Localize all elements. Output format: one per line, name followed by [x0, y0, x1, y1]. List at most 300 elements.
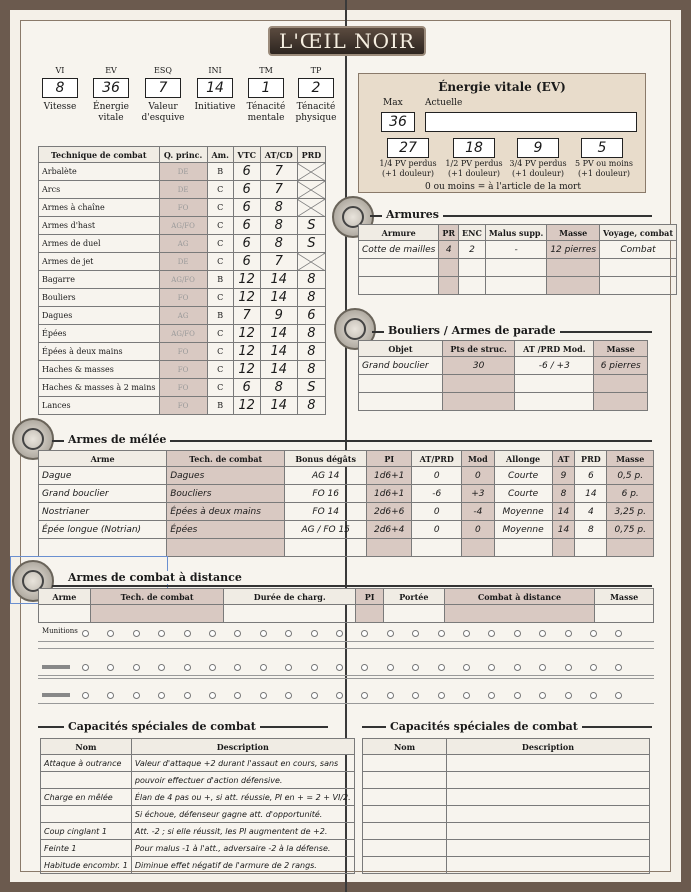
ammo-checkbox[interactable] — [463, 692, 470, 699]
technique-at[interactable]: 14 — [260, 343, 297, 361]
technique-prd-empty — [297, 163, 325, 181]
melee-table — [38, 450, 654, 557]
technique-prd[interactable]: S — [297, 379, 325, 397]
technique-vtc[interactable]: 6 — [233, 181, 260, 199]
table-row — [39, 235, 326, 253]
column-header: Tech. de combat — [167, 451, 285, 467]
technique-at[interactable]: 9 — [260, 307, 297, 325]
combat-technique-table — [38, 146, 326, 415]
ammo-row-line — [38, 675, 654, 676]
melee-cell[interactable]: Dagues — [167, 467, 285, 485]
ammo-row-line — [38, 703, 654, 704]
technique-factor: B — [207, 307, 233, 325]
stat-vi-value[interactable]: 8 — [42, 78, 78, 98]
table-row — [39, 181, 326, 199]
stat-esq: ESQ 7 Valeur d'esquive — [141, 66, 185, 123]
column-header: Portée — [384, 589, 445, 605]
ammo-checkbox[interactable] — [387, 630, 394, 637]
capacity-description[interactable] — [447, 823, 650, 840]
technique-attribute: FO — [159, 289, 207, 307]
column-header: Nom — [363, 739, 447, 755]
technique-name: Armes de duel — [39, 235, 160, 253]
capacity-name[interactable]: Coup cinglant 1 — [41, 823, 132, 840]
technique-vtc[interactable]: 12 — [233, 325, 260, 343]
capacity-name[interactable] — [363, 806, 447, 823]
stat-ini: INI 14 Initiative — [194, 66, 236, 112]
technique-vtc[interactable]: 6 — [233, 199, 260, 217]
ammo-checkbox[interactable] — [438, 664, 445, 671]
table-row — [363, 840, 650, 857]
armor-cell[interactable]: 2 — [459, 241, 486, 259]
melee-cell[interactable] — [167, 539, 285, 557]
melee-cell[interactable]: 6 p. — [607, 485, 654, 503]
technique-name: Dagues — [39, 307, 160, 325]
ammo-checkbox[interactable] — [387, 692, 394, 699]
stat-ev-value[interactable]: 36 — [93, 78, 129, 98]
capacity-name[interactable] — [363, 840, 447, 857]
table-row — [39, 271, 326, 289]
ev-threshold-2[interactable]: 18 — [453, 138, 495, 158]
stat-tm-value[interactable]: 1 — [248, 78, 284, 98]
technique-factor: C — [207, 325, 233, 343]
capacity-description[interactable]: Élan de 4 pas ou +, si att. réussie, PI en + = 2 + VI/2. — [131, 789, 354, 806]
ammo-checkbox[interactable] — [463, 630, 470, 637]
capacities-left-title: Capacités spéciales de combat — [64, 720, 260, 733]
technique-at[interactable]: 7 — [260, 163, 297, 181]
melee-cell[interactable]: 0 — [412, 503, 462, 521]
melee-cell[interactable] — [39, 539, 167, 557]
ammo-checkbox[interactable] — [590, 692, 597, 699]
column-header: Tech. de combat — [90, 589, 224, 605]
armor-cell[interactable] — [547, 277, 600, 295]
capacity-name[interactable] — [363, 857, 447, 874]
column-header: AT/CD — [260, 147, 297, 163]
table-row — [41, 806, 355, 823]
melee-cell[interactable]: 1d6+1 — [367, 485, 412, 503]
technique-at[interactable]: 14 — [260, 289, 297, 307]
melee-cell[interactable]: Épée longue (Notrian) — [39, 521, 167, 539]
melee-cell[interactable]: 3,25 p. — [607, 503, 654, 521]
column-header: Arme — [39, 589, 91, 605]
column-header: PI — [356, 589, 384, 605]
melee-cell[interactable]: 0,75 p. — [607, 521, 654, 539]
melee-cell[interactable]: Épées à deux mains — [167, 503, 285, 521]
technique-at[interactable]: 8 — [260, 217, 297, 235]
melee-cell[interactable]: +3 — [462, 485, 494, 503]
ev-threshold-3[interactable]: 9 — [517, 138, 559, 158]
ammo-checkbox[interactable] — [565, 664, 572, 671]
ev-max-field[interactable]: 36 — [381, 112, 415, 132]
capacity-description[interactable]: Valeur d'attaque +2 durant l'assaut en cours, sans — [131, 755, 354, 772]
melee-cell[interactable]: 0,5 p. — [607, 467, 654, 485]
technique-prd-empty — [297, 253, 325, 271]
shield-cell[interactable]: 6 pierres — [594, 357, 648, 375]
technique-prd[interactable]: 6 — [297, 307, 325, 325]
ammo-checkbox[interactable] — [590, 664, 597, 671]
ammo-type-marker — [42, 665, 70, 669]
melee-cell[interactable] — [285, 539, 367, 557]
column-header: Durée de charg. — [224, 589, 356, 605]
technique-at[interactable]: 14 — [260, 325, 297, 343]
technique-name: Armes à chaîne — [39, 199, 160, 217]
ammo-checkbox[interactable] — [133, 630, 140, 637]
ev-current-field[interactable] — [425, 112, 637, 132]
armor-table — [358, 224, 677, 295]
ammo-checkbox[interactable] — [590, 630, 597, 637]
technique-at[interactable]: 14 — [260, 271, 297, 289]
melee-cell[interactable]: 4 — [575, 503, 607, 521]
ev-threshold-1[interactable]: 27 — [387, 138, 429, 158]
technique-at[interactable]: 7 — [260, 253, 297, 271]
armor-cell[interactable]: Combat — [600, 241, 677, 259]
column-header: Arme — [39, 451, 167, 467]
column-header: AT /PRD Mod. — [515, 341, 594, 357]
ammo-row-separator — [38, 648, 654, 649]
capacity-description[interactable] — [447, 772, 650, 789]
melee-cell[interactable] — [494, 539, 552, 557]
technique-attribute: DE — [159, 253, 207, 271]
ammo-checkbox[interactable] — [260, 664, 267, 671]
melee-cell[interactable]: 0 — [462, 521, 494, 539]
shield-cell[interactable] — [594, 393, 648, 411]
melee-cell[interactable]: 8 — [575, 521, 607, 539]
ammo-checkbox[interactable] — [311, 664, 318, 671]
armor-cell[interactable]: 4 — [439, 241, 459, 259]
shield-cell[interactable] — [442, 393, 514, 411]
technique-attribute: FO — [159, 199, 207, 217]
table-row — [39, 521, 654, 539]
stat-ini-value[interactable]: 14 — [197, 78, 233, 98]
column-header: Masse — [607, 451, 654, 467]
shield-cell[interactable] — [359, 375, 443, 393]
column-header: Voyage, combat — [600, 225, 677, 241]
melee-title: Armes de mélée — [64, 433, 170, 446]
armor-cell[interactable] — [485, 277, 546, 295]
technique-at[interactable]: 8 — [260, 379, 297, 397]
melee-cell[interactable]: 9 — [552, 467, 575, 485]
capacity-name[interactable] — [363, 772, 447, 789]
stat-tm: TM 1 Ténacité mentale — [246, 66, 286, 123]
melee-cell[interactable]: Courte — [494, 467, 552, 485]
shield-cell[interactable]: 30 — [442, 357, 514, 375]
shield-cell[interactable] — [359, 393, 443, 411]
technique-name: Épées — [39, 325, 160, 343]
technique-name: Bagarre — [39, 271, 160, 289]
melee-cell[interactable]: Boucliers — [167, 485, 285, 503]
stat-tp-value[interactable]: 2 — [298, 78, 334, 98]
melee-cell[interactable]: 14 — [552, 503, 575, 521]
capacities-right-table — [362, 738, 650, 874]
ammo-checkbox[interactable] — [133, 664, 140, 671]
table-row — [39, 199, 326, 217]
melee-cell[interactable]: 1d6+1 — [367, 467, 412, 485]
column-header: PR — [439, 225, 459, 241]
melee-cell[interactable]: Courte — [494, 485, 552, 503]
technique-factor: C — [207, 361, 233, 379]
ammo-checkbox[interactable] — [184, 664, 191, 671]
technique-factor: C — [207, 343, 233, 361]
ammo-checkbox[interactable] — [387, 664, 394, 671]
technique-at[interactable]: 8 — [260, 235, 297, 253]
column-header: Masse — [594, 341, 648, 357]
capacity-description[interactable] — [447, 789, 650, 806]
melee-cell[interactable]: 14 — [552, 521, 575, 539]
melee-cell[interactable]: 0 — [412, 467, 462, 485]
ammo-checkbox[interactable] — [565, 630, 572, 637]
ammo-checkbox[interactable] — [463, 664, 470, 671]
melee-cell[interactable]: Dague — [39, 467, 167, 485]
ammo-checkbox[interactable] — [82, 630, 89, 637]
melee-cell[interactable]: -6 — [412, 485, 462, 503]
melee-cell[interactable]: 0 — [412, 521, 462, 539]
capacities-right-title: Capacités spéciales de combat — [386, 720, 582, 733]
table-row — [39, 485, 654, 503]
armor-cell[interactable] — [485, 259, 546, 277]
ammo-checkbox[interactable] — [311, 692, 318, 699]
ammo-checkbox[interactable] — [336, 692, 343, 699]
technique-prd[interactable]: S — [297, 217, 325, 235]
ammo-label: Munitions — [42, 627, 78, 635]
capacity-description[interactable]: Diminue effet négatif de l'armure de 2 rangs. — [131, 857, 354, 874]
armor-cell[interactable] — [459, 277, 486, 295]
technique-vtc[interactable]: 12 — [233, 361, 260, 379]
technique-prd[interactable]: 8 — [297, 325, 325, 343]
capacity-name[interactable]: Attaque à outrance — [41, 755, 132, 772]
melee-cell[interactable]: 2d6+4 — [367, 521, 412, 539]
technique-at[interactable]: 14 — [260, 361, 297, 379]
table-row — [41, 857, 355, 874]
capacity-description[interactable] — [447, 840, 650, 857]
technique-factor: B — [207, 397, 233, 415]
ev-panel: Énergie vitale (EV) Max Actuelle 36 27 18 9 5 1/4 PV perdus (+1 douleur) 1/2 PV perdus (+1 douleur) 3/4 PV perdus (+1 douleur) 5 PV ou moins (+1 douleur) 0 ou moins = à l'article de la mort — [358, 73, 646, 193]
technique-at[interactable]: 14 — [260, 397, 297, 415]
stat-vi: VI 8 Vitesse — [43, 66, 77, 112]
ammo-checkbox[interactable] — [82, 692, 89, 699]
melee-cell[interactable]: 8 — [552, 485, 575, 503]
capacity-name[interactable] — [41, 806, 132, 823]
table-row — [39, 397, 326, 415]
table-row — [39, 361, 326, 379]
technique-at[interactable]: 8 — [260, 199, 297, 217]
table-row — [363, 789, 650, 806]
technique-prd-empty — [297, 199, 325, 217]
melee-cell[interactable]: Nostrianer — [39, 503, 167, 521]
melee-cell[interactable]: FO 14 — [285, 503, 367, 521]
technique-factor: C — [207, 199, 233, 217]
technique-prd[interactable]: 8 — [297, 271, 325, 289]
technique-vtc[interactable]: 12 — [233, 343, 260, 361]
melee-cell[interactable]: Grand bouclier — [39, 485, 167, 503]
melee-cell[interactable]: FO 16 — [285, 485, 367, 503]
technique-attribute: FO — [159, 361, 207, 379]
column-header: PRD — [297, 147, 325, 163]
table-row — [39, 343, 326, 361]
technique-vtc[interactable]: 12 — [233, 289, 260, 307]
melee-cell[interactable]: AG 14 — [285, 467, 367, 485]
ammo-checkbox[interactable] — [514, 692, 521, 699]
melee-cell[interactable]: 2d6+6 — [367, 503, 412, 521]
capacity-name[interactable]: Feinte 1 — [41, 840, 132, 857]
technique-vtc[interactable]: 6 — [233, 253, 260, 271]
shield-cell[interactable]: -6 / +3 — [515, 357, 594, 375]
capacity-name[interactable]: Charge en mêlée — [41, 789, 132, 806]
capacity-description[interactable]: pouvoir effectuer d'action défensive. — [131, 772, 354, 789]
table-row — [39, 539, 654, 557]
technique-factor: C — [207, 217, 233, 235]
capacity-description[interactable]: Att. -2 ; si elle réussit, les PI augmentent de +2. — [131, 823, 354, 840]
shield-title: Bouliers / Armes de parade — [384, 324, 560, 337]
melee-cell[interactable] — [367, 539, 412, 557]
capacity-name[interactable] — [363, 823, 447, 840]
shield-cell[interactable] — [515, 375, 594, 393]
column-header: Pts de struc. — [442, 341, 514, 357]
armor-cell[interactable] — [459, 259, 486, 277]
technique-vtc[interactable]: 6 — [233, 379, 260, 397]
armor-title: Armures — [382, 208, 443, 221]
technique-attribute: AG/FO — [159, 217, 207, 235]
table-row — [39, 253, 326, 271]
ammo-checkbox[interactable] — [311, 630, 318, 637]
technique-prd[interactable]: 8 — [297, 289, 325, 307]
ammo-checkbox[interactable] — [438, 692, 445, 699]
table-row — [39, 467, 654, 485]
technique-name: Armes de jet — [39, 253, 160, 271]
ev-title: Énergie vitale (EV) — [438, 80, 566, 94]
capacity-name[interactable] — [363, 755, 447, 772]
technique-vtc[interactable]: 6 — [233, 163, 260, 181]
ammo-checkbox[interactable] — [514, 630, 521, 637]
capacity-name[interactable]: Habitude encombr. 1 — [41, 857, 132, 874]
ammo-checkbox[interactable] — [514, 664, 521, 671]
technique-vtc[interactable]: 12 — [233, 271, 260, 289]
stat-ev: EV 36 Énergie vitale — [93, 66, 129, 123]
table-row — [39, 379, 326, 397]
ammo-row-line — [38, 641, 654, 642]
technique-factor: C — [207, 235, 233, 253]
melee-cell[interactable]: 14 — [575, 485, 607, 503]
technique-name: Arbalète — [39, 163, 160, 181]
armor-cell[interactable]: Cotte de mailles — [359, 241, 439, 259]
ammo-checkbox[interactable] — [260, 692, 267, 699]
capacity-name[interactable] — [41, 772, 132, 789]
melee-cell[interactable] — [462, 539, 494, 557]
column-header: PRD — [575, 451, 607, 467]
table-row — [359, 259, 677, 277]
armor-cell[interactable] — [600, 277, 677, 295]
melee-cell[interactable] — [607, 539, 654, 557]
melee-cell[interactable]: AG / FO 15 — [285, 521, 367, 539]
column-header: ENC — [459, 225, 486, 241]
melee-cell[interactable]: -4 — [462, 503, 494, 521]
column-header: Combat à distance — [444, 589, 595, 605]
armor-cell[interactable]: 12 pierres — [547, 241, 600, 259]
technique-name: Épées à deux mains — [39, 343, 160, 361]
technique-attribute: FO — [159, 397, 207, 415]
capacity-description[interactable] — [447, 857, 650, 874]
technique-prd[interactable]: S — [297, 235, 325, 253]
ammo-checkbox[interactable] — [565, 692, 572, 699]
table-row — [39, 307, 326, 325]
column-header: Description — [447, 739, 650, 755]
technique-attribute: AG/FO — [159, 271, 207, 289]
technique-factor: C — [207, 289, 233, 307]
table-row — [359, 375, 648, 393]
armor-cell[interactable] — [439, 259, 459, 277]
melee-cell[interactable]: 6 — [575, 467, 607, 485]
shield-cell[interactable] — [515, 393, 594, 411]
ammo-checkbox[interactable] — [209, 692, 216, 699]
armor-cell[interactable] — [359, 259, 439, 277]
technique-prd[interactable]: 8 — [297, 361, 325, 379]
shield-cell[interactable] — [442, 375, 514, 393]
ammo-checkbox[interactable] — [184, 630, 191, 637]
table-row — [363, 755, 650, 772]
technique-name: Bouliers — [39, 289, 160, 307]
technique-vtc[interactable]: 7 — [233, 307, 260, 325]
armor-cell[interactable] — [439, 277, 459, 295]
ammo-checkbox[interactable] — [336, 664, 343, 671]
melee-cell[interactable] — [552, 539, 575, 557]
technique-vtc[interactable]: 12 — [233, 397, 260, 415]
melee-cell[interactable]: Moyenne — [494, 503, 552, 521]
ammo-type-marker — [42, 693, 70, 697]
armor-cell[interactable] — [600, 259, 677, 277]
column-header: Malus supp. — [485, 225, 546, 241]
melee-cell[interactable]: 0 — [462, 467, 494, 485]
shield-cell[interactable]: Grand bouclier — [359, 357, 443, 375]
ammo-checkbox[interactable] — [336, 630, 343, 637]
ammo-checkbox[interactable] — [184, 692, 191, 699]
melee-cell[interactable] — [412, 539, 462, 557]
melee-cell[interactable] — [575, 539, 607, 557]
capacity-description[interactable] — [447, 755, 650, 772]
technique-vtc[interactable]: 6 — [233, 235, 260, 253]
armor-cell[interactable] — [359, 277, 439, 295]
capacity-description[interactable]: Pour malus -1 à l'att., adversaire -2 à la défense. — [131, 840, 354, 857]
column-header: PI — [367, 451, 412, 467]
stat-esq-value[interactable]: 7 — [145, 78, 181, 98]
ammo-checkbox[interactable] — [438, 630, 445, 637]
capacity-description[interactable]: Si échoue, défenseur gagne att. d'opportunité. — [131, 806, 354, 823]
armor-cell[interactable] — [547, 259, 600, 277]
capacity-description[interactable] — [447, 806, 650, 823]
melee-cell[interactable]: Épées — [167, 521, 285, 539]
table-row — [41, 789, 355, 806]
shield-cell[interactable] — [594, 375, 648, 393]
capacity-name[interactable] — [363, 789, 447, 806]
melee-cell[interactable]: Moyenne — [494, 521, 552, 539]
technique-factor: B — [207, 163, 233, 181]
table-row — [39, 289, 326, 307]
technique-factor: B — [207, 271, 233, 289]
ammo-checkbox[interactable] — [133, 692, 140, 699]
technique-prd[interactable]: 8 — [297, 343, 325, 361]
ammo-checkbox[interactable] — [260, 630, 267, 637]
ammo-checkbox[interactable] — [209, 630, 216, 637]
ammo-checkbox[interactable] — [82, 664, 89, 671]
column-header: Bonus dégâts — [285, 451, 367, 467]
ammo-checkbox[interactable] — [209, 664, 216, 671]
column-header: Allonge — [494, 451, 552, 467]
technique-vtc[interactable]: 6 — [233, 217, 260, 235]
technique-attribute: FO — [159, 343, 207, 361]
technique-name: Armes d'hast — [39, 217, 160, 235]
technique-prd[interactable]: 8 — [297, 397, 325, 415]
ev-threshold-4[interactable]: 5 — [581, 138, 623, 158]
armor-cell[interactable]: - — [485, 241, 546, 259]
technique-name: Lances — [39, 397, 160, 415]
technique-at[interactable]: 7 — [260, 181, 297, 199]
